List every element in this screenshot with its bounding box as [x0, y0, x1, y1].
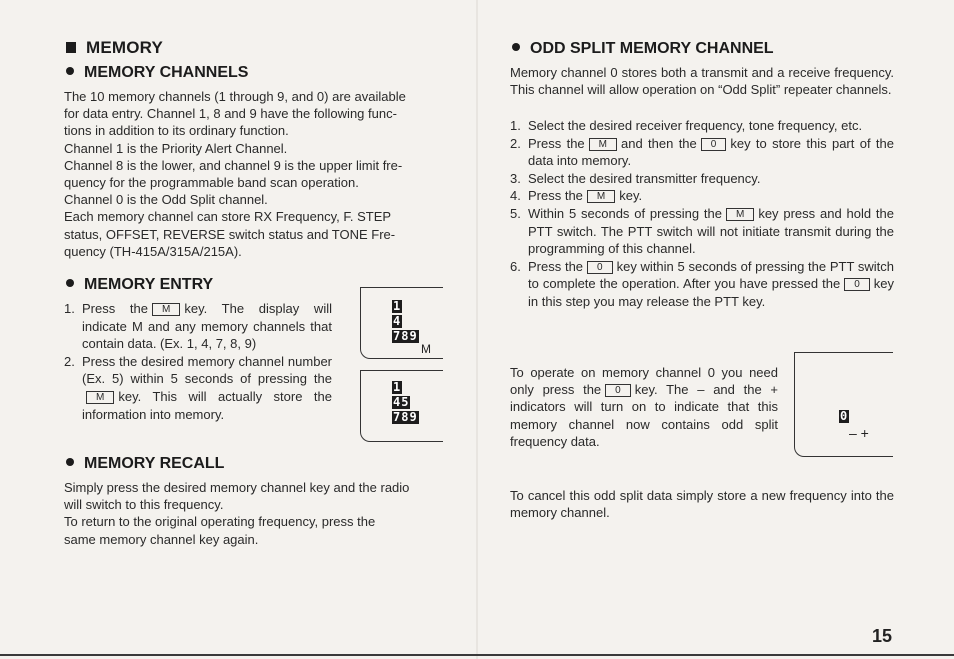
bullet-icon — [66, 458, 74, 466]
section-title-text: MEMORY — [86, 38, 164, 57]
step-number: 1. — [510, 118, 521, 133]
body-text: key. The – and the + indicators will turn on to indicate that this memory channel now contains odd split frequency data. — [510, 382, 779, 449]
m-key-symbol: M — [726, 208, 754, 221]
step-text: Press the desired memory channel number (Ex. 5) within 5 seconds of pressing the — [82, 353, 332, 387]
text-line: tions in addition to its ordinary function. — [64, 123, 289, 139]
page-gutter — [476, 0, 478, 659]
text-line: Channel 1 is the Priority Alert Channel. — [64, 140, 288, 156]
text-line: The 10 memory channels (1 through 9, and 0) are available — [64, 89, 406, 104]
odd-split-intro: Memory channel 0 stores both a transmit and a receive frequency. This channel will allow operation on “Odd Split” repeater channels. — [510, 65, 894, 98]
step-number: 4. — [510, 188, 521, 204]
text-line: will switch to this frequency. — [64, 497, 224, 513]
section-title-memory — [66, 38, 163, 58]
heading-memory-recall — [66, 455, 224, 473]
square-bullet-icon — [66, 42, 76, 53]
lcd-digits-row-1: 1 — [393, 299, 402, 313]
step-number: 3. — [510, 170, 521, 186]
step-text: Press the — [528, 188, 583, 204]
odd-step-3 — [510, 170, 894, 188]
lcd-digits-row-3: 789 — [393, 410, 418, 424]
lcd-memory-indicator: M — [421, 342, 431, 356]
zero-key-symbol: 0 — [844, 278, 870, 291]
text-line: Simply press the desired memory channel key and the radio — [64, 480, 410, 495]
page-number: 15 — [871, 626, 892, 646]
entry-step-2 — [64, 353, 332, 423]
step-text: Press the — [82, 301, 148, 316]
odd-split-steps — [510, 117, 894, 311]
lcd-display-odd-split — [794, 352, 893, 457]
zero-key-symbol: 0 — [587, 261, 613, 274]
step-text: key to store this part of the data into memory. — [528, 135, 894, 169]
lcd-digits-row-3: 789 — [393, 329, 418, 343]
odd-step-5 — [510, 205, 894, 258]
m-key-symbol: M — [589, 138, 617, 151]
m-key-symbol: M — [152, 303, 180, 316]
odd-step-1 — [510, 117, 894, 135]
bullet-icon — [66, 279, 74, 287]
step-number: 5. — [510, 205, 521, 221]
bullet-icon — [512, 43, 520, 51]
step-text: key. The display will indicate M and any memory channels that contain data. (Ex. 1, 4, 7, 8, 9) — [82, 301, 332, 352]
lcd-minus-plus-indicators: – + — [849, 425, 869, 441]
step-number: 6. — [510, 258, 521, 274]
lcd-display-example-2 — [360, 370, 443, 442]
odd-step-6 — [510, 258, 894, 311]
step-text: key. This will actually store the information into memory. — [82, 388, 332, 422]
lcd-digits-row-1: 1 — [393, 380, 402, 394]
step-number: 1. — [64, 301, 75, 316]
step-text: key. — [619, 188, 643, 204]
step-text: and then the — [621, 135, 697, 151]
odd-step-2 — [510, 135, 894, 170]
text-line: for data entry. Channel 1, 8 and 9 have the following func- — [64, 106, 397, 122]
step-text: key in this step you may release the PTT key. — [528, 276, 894, 309]
heading-text: ODD SPLIT MEMORY CHANNEL — [530, 40, 774, 57]
text-line: Channel 0 is the Odd Split channel. — [64, 192, 268, 208]
text-line: To return to the original operating frequency, press the — [64, 514, 376, 530]
heading-text: MEMORY ENTRY — [84, 276, 214, 293]
step-text: Select the desired receiver frequency, tone frequency, etc. — [528, 118, 863, 133]
memory-recall-body — [64, 479, 450, 548]
text-line: same memory channel key again. — [64, 531, 259, 547]
text-line: Each memory channel can store RX Frequency, F. STEP — [64, 209, 392, 225]
step-text: key within 5 seconds of pressing the PTT switch to complete the operation. After you have pressed the — [528, 258, 894, 292]
text-line: Channel 8 is the lower, and channel 9 is the upper limit fre- — [64, 157, 403, 173]
body-text: To operate on memory channel 0 you need only press the — [510, 365, 778, 398]
lcd-digits-row-2: 45 — [393, 395, 410, 409]
step-text: key press and hold the PTT switch. The PTT switch will not initiate transmit during the programming of this channel. — [528, 205, 894, 257]
operate-odd-split-body — [510, 364, 778, 450]
odd-step-4 — [510, 187, 894, 205]
zero-key-symbol: 0 — [701, 138, 727, 151]
step-text: Within 5 seconds of pressing the — [528, 205, 722, 221]
heading-memory-channels — [66, 64, 248, 82]
cancel-odd-split-body: To cancel this odd split data simply store a new frequency into the memory channel. — [510, 488, 894, 521]
memory-entry-steps — [64, 300, 332, 423]
bullet-icon — [66, 67, 74, 75]
step-text: Press the — [528, 258, 584, 274]
heading-memory-entry — [66, 276, 213, 294]
bottom-rule — [0, 654, 954, 656]
step-text: Select the desired transmitter frequency. — [528, 170, 761, 186]
lcd-digit: 0 — [840, 409, 849, 423]
heading-odd-split — [512, 40, 774, 58]
heading-text: MEMORY CHANNELS — [84, 64, 249, 81]
step-text: Press the — [528, 135, 585, 151]
text-line: quency for the programmable band scan operation. — [64, 175, 359, 191]
m-key-symbol: M — [86, 391, 114, 404]
zero-key-symbol: 0 — [605, 384, 631, 397]
text-line: quency (TH-415A/315A/215A). — [64, 243, 242, 259]
lcd-display-example-1 — [360, 287, 443, 359]
m-key-symbol: M — [587, 190, 615, 203]
memory-channels-body — [64, 88, 450, 260]
text-line: status, OFFSET, REVERSE switch status and TONE Fre- — [64, 226, 396, 242]
lcd-digits-row-2: 4 — [393, 314, 402, 328]
heading-text: MEMORY RECALL — [84, 455, 225, 472]
step-number: 2. — [64, 353, 75, 369]
entry-step-1 — [64, 300, 332, 353]
step-number: 2. — [510, 135, 521, 151]
